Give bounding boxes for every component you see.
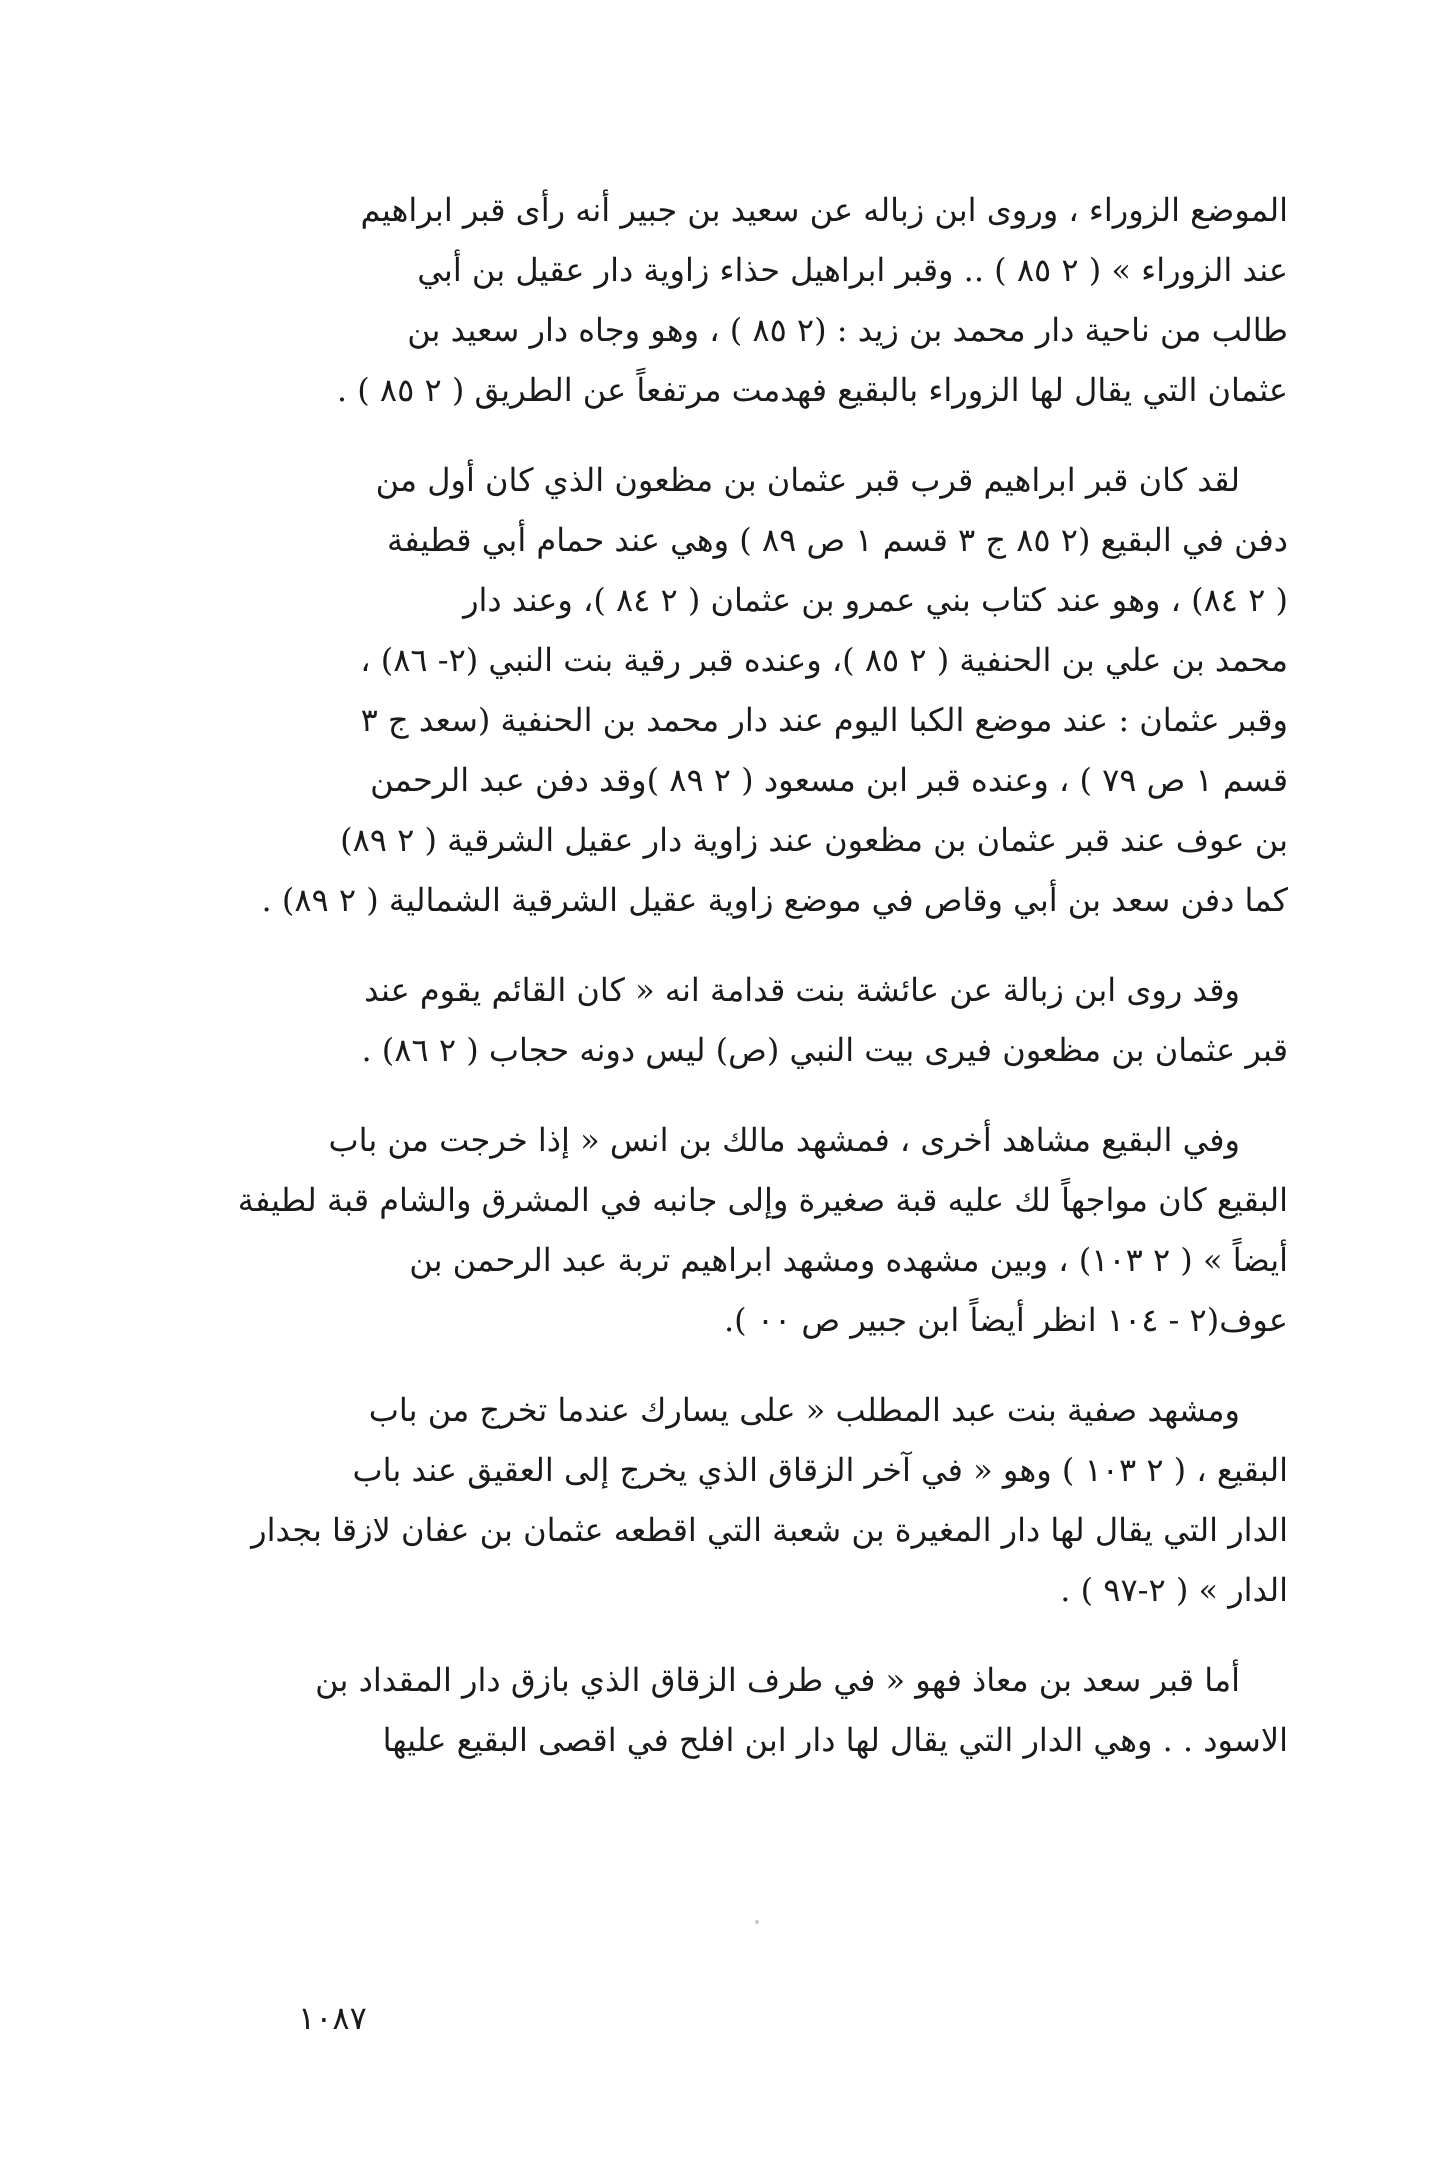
text-line: وقبر عثمان : عند موضع الكبا اليوم عند دار محمد بن الحنفية (سعد ج ٣ [360, 701, 1288, 739]
scan-speck [755, 1920, 759, 1924]
text-line: طالب من ناحية دار محمد بن زيد : (٢ ٨٥ ) ، وهو وجاه دار سعيد بن [407, 311, 1288, 349]
paragraph-2 [178, 450, 1288, 930]
text-line: الموضع الزوراء ، وروى ابن زباله عن سعيد بن جبير أنه رأى قبر ابراهيم [360, 191, 1288, 229]
page-number: ١٠٨٧ [298, 1999, 367, 2037]
text-line: محمد بن علي بن الحنفية ( ٢ ٨٥ )، وعنده قبر رقية بنت النبي (٢- ٨٦) ، [360, 641, 1288, 679]
text-line: عوف(٢ - ١٠٤ انظر أيضاً ابن جبير ص ٠٠ ). [723, 1301, 1288, 1339]
text-line: ( ٢ ٨٤) ، وهو عند كتاب بني عمرو بن عثمان ( ٢ ٨٤ )، وعند دار [463, 581, 1288, 619]
text-line: دفن في البقيع (٢ ٨٥ ج ٣ قسم ١ ص ٨٩ ) وهي عند حمام أبي قطيفة [387, 521, 1288, 559]
text-line: البقيع ، ( ٢ ١٠٣ ) وهو « في آخر الزقاق الذي يخرج إلى العقيق عند باب [352, 1451, 1288, 1489]
text-line: عثمان التي يقال لها الزوراء بالبقيع فهدمت مرتفعاً عن الطريق ( ٢ ٨٥ ) . [336, 371, 1288, 409]
paragraph-4 [178, 1110, 1288, 1350]
paragraph-6 [178, 1650, 1288, 1770]
text-line: وقد روى ابن زبالة عن عائشة بنت قدامة انه « كان القائم يقوم عند [364, 971, 1240, 1009]
paragraph-3 [178, 960, 1288, 1080]
text-line: ومشهد صفية بنت عبد المطلب « على يسارك عندما تخرج من باب [368, 1391, 1240, 1429]
paragraph-1 [178, 180, 1288, 420]
paragraph-5 [178, 1380, 1288, 1620]
text-line: لقد كان قبر ابراهيم قرب قبر عثمان بن مظعون الذي كان أول من [375, 461, 1240, 499]
text-line: أما قبر سعد بن معاذ فهو « في طرف الزقاق الذي بازق دار المقداد بن [315, 1661, 1240, 1699]
text-line: الاسود . . وهي الدار التي يقال لها دار ابن افلح في اقصى البقيع عليها [382, 1721, 1288, 1759]
text-line: قبر عثمان بن مظعون فيرى بيت النبي (ص) ليس دونه حجاب ( ٢ ٨٦) . [361, 1031, 1288, 1069]
text-line: البقيع كان مواجهاً لك عليه قبة صغيرة وإلى جانبه في المشرق والشام قبة لطيفة [237, 1181, 1288, 1219]
text-line: بن عوف عند قبر عثمان بن مظعون عند زاوية دار عقيل الشرقية ( ٢ ٨٩) [340, 821, 1288, 859]
text-line: أيضاً » ( ٢ ١٠٣) ، وبين مشهده ومشهد ابراهيم تربة عبد الرحمن بن [409, 1241, 1288, 1279]
text-line: الدار » ( ٢-٩٧ ) . [1060, 1571, 1288, 1609]
text-line: كما دفن سعد بن أبي وقاص في موضع زاوية عقيل الشرقية الشمالية ( ٢ ٨٩) . [261, 881, 1288, 919]
text-line: وفي البقيع مشاهد أخرى ، فمشهد مالك بن انس « إذا خرجت من باب [328, 1121, 1240, 1159]
main-text [178, 180, 1288, 1800]
text-line: الدار التي يقال لها دار المغيرة بن شعبة التي اقطعه عثمان بن عفان لازقا بجدار [251, 1511, 1288, 1549]
text-line: عند الزوراء » ( ٢ ٨٥ ) .. وقبر ابراهيل حذاء زاوية دار عقيل بن أبي [417, 251, 1288, 289]
text-line: قسم ١ ص ٧٩ ) ، وعنده قبر ابن مسعود ( ٢ ٨٩ )وقد دفن عبد الرحمن [370, 761, 1288, 799]
